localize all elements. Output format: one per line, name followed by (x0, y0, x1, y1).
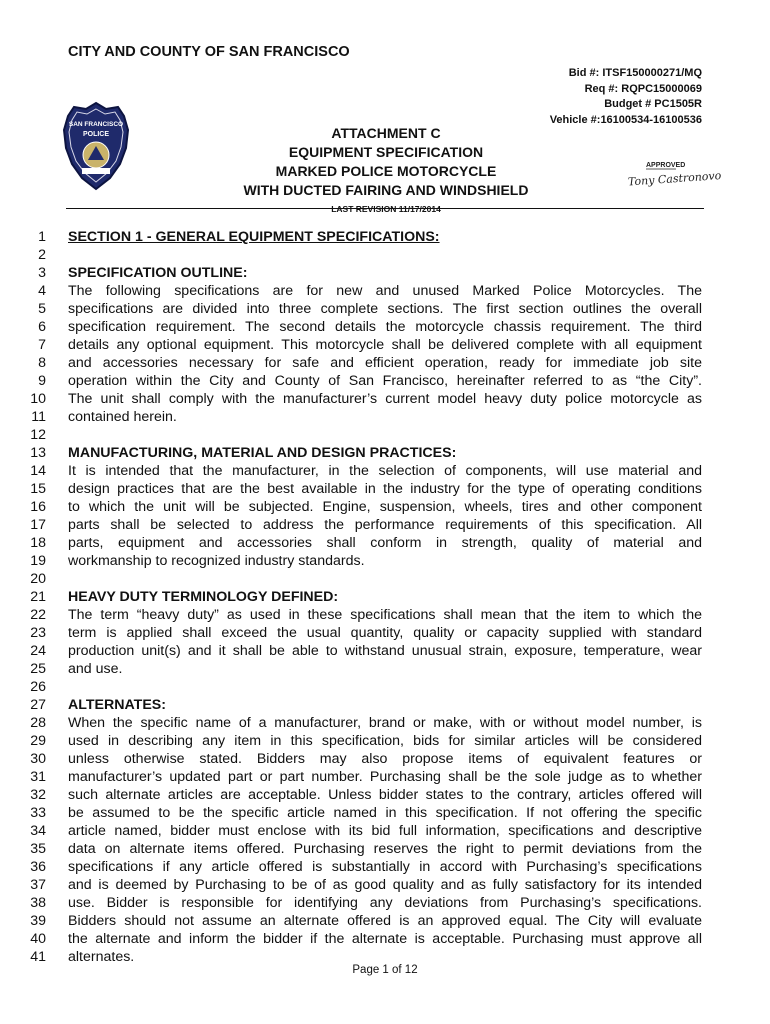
req-number: Req #: RQPC15000069 (584, 82, 702, 95)
line-number: 13 (30, 445, 46, 461)
line-number: 2 (38, 247, 46, 263)
spec-line (0, 570, 770, 588)
line-number: 30 (30, 751, 46, 767)
line-number: 11 (31, 409, 46, 425)
spec-line (0, 642, 770, 660)
spec-line (0, 300, 770, 318)
line-text: to which the unit will be subjected. Engine, suspension, wheels, tires and other component (68, 499, 702, 515)
line-text: specifications are divided into three complete sections. The first section outlines the overall (68, 301, 702, 317)
title-line-1: ATTACHMENT C (331, 125, 441, 141)
spec-line (0, 804, 770, 822)
spec-line (0, 678, 770, 696)
line-number: 34 (30, 823, 46, 839)
line-number: 5 (38, 301, 46, 317)
line-number: 39 (30, 913, 46, 929)
spec-line (0, 606, 770, 624)
line-number: 26 (30, 679, 46, 695)
spec-line (0, 516, 770, 534)
page-number: Page 1 of 12 (352, 964, 418, 976)
spec-line (0, 246, 770, 264)
line-text: data on alternate items offered. Purchasing reserves the right to permit deviations from the (68, 841, 702, 857)
line-text: The following specifications are for new and unused Marked Police Motorcycles. The (68, 283, 702, 299)
line-text: manufacturer’s updated part or part number. Purchasing shall be the sole judge as to whether (68, 769, 702, 785)
line-number: 18 (30, 535, 46, 551)
line-number: 25 (30, 661, 46, 677)
spec-line (0, 282, 770, 300)
line-number: 10 (30, 391, 46, 407)
line-number: 41 (30, 949, 46, 965)
city-header: CITY AND COUNTY OF SAN FRANCISCO (68, 44, 350, 60)
line-number: 23 (30, 625, 46, 641)
approved-label: APPROVED (646, 162, 686, 169)
line-text: such alternate articles are acceptable. Unless bidder states to the contrary, articles offered will (68, 787, 702, 803)
title-line-4: WITH DUCTED FAIRING AND WINDSHIELD (243, 182, 529, 198)
line-text: details any optional equipment. This motorcycle shall be delivered complete with all equipment (68, 337, 702, 353)
line-text: term is applied shall exceed the usual quantity, quality or capacity supplied with standard (68, 625, 702, 641)
line-text: The unit shall comply with the manufacturer’s current model heavy duty police motorcycle as (68, 391, 702, 407)
spec-line (0, 552, 770, 570)
budget-number: Budget # PC1505R (604, 98, 702, 110)
title-line-3: MARKED POLICE MOTORCYCLE (275, 163, 497, 179)
spec-line (0, 840, 770, 858)
title-block (200, 124, 572, 214)
line-number: 7 (38, 337, 46, 353)
line-number: 32 (30, 787, 46, 803)
section-heading: ALTERNATES: (68, 697, 166, 713)
line-number: 8 (38, 355, 46, 371)
spec-line (0, 714, 770, 732)
line-number: 38 (30, 895, 46, 911)
line-number: 29 (30, 733, 46, 749)
line-text: When the specific name of a manufacturer, brand or make, with or without model number, is (68, 715, 702, 731)
line-number: 19 (30, 553, 46, 569)
line-number: 4 (38, 283, 46, 299)
line-text: specifications if any article offered is substantially in accord with Purchasing’s specifications (68, 859, 702, 875)
line-text: Bidders should not assume an alternate offered is an approved equal. The City will evaluate (68, 913, 702, 929)
line-number: 40 (30, 931, 46, 947)
line-text: the alternate and inform the bidder if the alternate is acceptable. Purchasing must approve all (68, 931, 702, 947)
spec-line (0, 876, 770, 894)
spec-line (0, 858, 770, 876)
spec-line (0, 390, 770, 408)
spec-line (0, 786, 770, 804)
spec-line (0, 462, 770, 480)
line-number: 20 (30, 571, 46, 587)
line-number: 24 (30, 643, 46, 659)
line-number: 15 (30, 481, 46, 497)
line-text: be assumed to be the specific article named in this specification. If not offering the specific (68, 805, 702, 821)
spec-line (0, 480, 770, 498)
line-text: use. Bidder is responsible for identifying any deviations from Purchasing’s specifications. (68, 895, 702, 911)
line-number: 31 (30, 769, 46, 785)
section-heading: SPECIFICATION OUTLINE: (68, 265, 248, 281)
line-text: parts, equipment and accessories shall conform in strength, quality of material and (68, 535, 702, 551)
spec-line (0, 750, 770, 768)
section-heading: MANUFACTURING, MATERIAL AND DESIGN PRACTICES: (68, 445, 457, 461)
line-text: design practices that are the best available in the industry for the type of operating conditions (68, 481, 702, 497)
line-text: article named, bidder must enclose with its bid full information, specifications and descriptive (68, 823, 702, 839)
line-text: workmanship to recognized industry standards. (68, 553, 365, 569)
spec-line (0, 822, 770, 840)
spec-line (0, 372, 770, 390)
line-number: 14 (30, 463, 46, 479)
revision-date: LAST REVISION 11/17/2014 (331, 204, 441, 214)
bid-number: Bid #: ITSF150000271/MQ (568, 67, 702, 79)
spec-line (0, 336, 770, 354)
line-text: It is intended that the manufacturer, in the selection of components, will use material and (68, 463, 702, 479)
spec-line (0, 444, 770, 462)
line-number: 27 (30, 697, 46, 713)
line-text: contained herein. (68, 409, 177, 425)
spec-line (0, 318, 770, 336)
line-number: 12 (30, 427, 46, 443)
badge-text-mid: POLICE (82, 131, 110, 138)
line-text: and is deemed by Purchasing to be of as good quality and as fully satisfactory for its intended (68, 877, 702, 893)
spec-line (0, 354, 770, 372)
line-number: 17 (30, 517, 46, 533)
spec-line (0, 696, 770, 714)
approval-signature: Tony Castronovo (627, 169, 722, 189)
line-text: alternates. (68, 949, 135, 965)
spec-line (0, 228, 770, 246)
line-number: 35 (30, 841, 46, 857)
spec-line (0, 588, 770, 606)
line-text: operation within the City and County of San Francisco, hereinafter referred to as “the City”. (68, 373, 702, 389)
police-badge-logo (60, 100, 132, 192)
section-heading: HEAVY DUTY TERMINOLOGY DEFINED: (68, 589, 339, 605)
line-text: production unit(s) and it shall be able to withstand unusual strain, exposure, temperature, wear (68, 643, 702, 659)
line-number: 16 (30, 499, 46, 515)
line-number: 9 (38, 373, 46, 389)
spec-line (0, 408, 770, 426)
spec-line (0, 264, 770, 282)
title-line-2: EQUIPMENT SPECIFICATION (288, 144, 484, 160)
spec-line (0, 930, 770, 948)
spec-line (0, 426, 770, 444)
spec-line (0, 624, 770, 642)
bid-info-block (382, 66, 702, 128)
vehicle-number: Vehicle #:16100534-16100536 (549, 113, 702, 126)
spec-line (0, 912, 770, 930)
spec-line (0, 660, 770, 678)
line-number: 6 (38, 319, 46, 335)
line-number: 1 (38, 229, 46, 245)
spec-line (0, 534, 770, 552)
spec-line (0, 768, 770, 786)
line-number: 3 (38, 265, 46, 281)
approval-stamp (624, 158, 722, 192)
line-text: The term “heavy duty” as used in these specifications shall mean that the item to which the (68, 607, 702, 623)
line-text: parts shall be selected to address the performance requirements of this specification. All (68, 517, 702, 533)
line-text: and accessories necessary for safe and efficient operation, ready for immediate job site (68, 355, 702, 371)
line-number: 37 (30, 877, 46, 893)
line-text: used in describing any item in this specification, bids for similar articles will be considered (68, 733, 702, 749)
header-divider (66, 208, 704, 209)
line-text: and use. (68, 661, 123, 677)
line-number: 21 (30, 589, 46, 605)
line-text: specification requirement. The second details the motorcycle chassis requirement. The third (68, 319, 702, 335)
line-number: 22 (30, 607, 46, 623)
section-heading: SECTION 1 - GENERAL EQUIPMENT SPECIFICATIONS: (68, 229, 440, 245)
line-number: 33 (30, 805, 46, 821)
line-number: 28 (30, 715, 46, 731)
badge-text-top: SAN FRANCISCO (68, 121, 124, 128)
spec-line (0, 498, 770, 516)
line-number: 36 (30, 859, 46, 875)
spec-line (0, 894, 770, 912)
line-text: unless otherwise stated. Bidders may also propose items of equivalent features or (68, 751, 702, 767)
spec-line (0, 732, 770, 750)
spec-body (0, 228, 770, 966)
